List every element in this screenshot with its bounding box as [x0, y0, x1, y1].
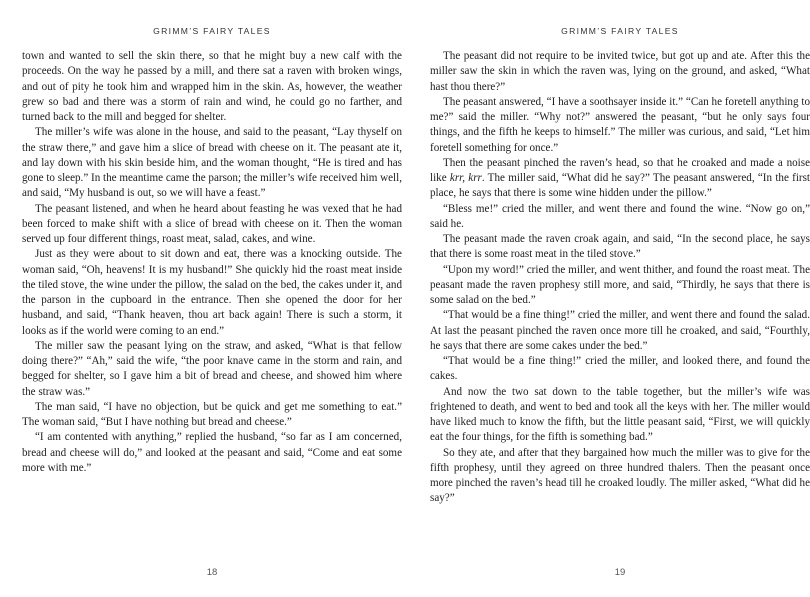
left-page — [22, 0, 402, 597]
paragraph: The miller’s wife was alone in the house, and said to the peasant, “Lay thyself on the straw there,” and gave him a slice of bread with cheese on it. The peasant ate it, and lay down with his skin beside him, and the woman thought, “He is tired and has gone to sleep.” In the meantime came the parson; the miller’s wife received him well, and said, “My husband is out, so we will have a feast.” — [22, 126, 402, 200]
page-body — [22, 49, 402, 476]
paragraph: Just as they were about to sit down and eat, there was a knocking outside. The woman said, “Oh, heavens! It is my husband!” She quickly hid the roast meat inside the tiled stove, the wine under the pillow, the salad on the bed, the cakes under it, and the parson in the cupboard in the entrance. Then she opened the door for her husband, and said, “Thank heaven, thou art back again! There is such a storm, it looks as if the world were coming to an end.” — [22, 248, 402, 337]
page-number: 19 — [614, 567, 626, 578]
paragraph: “That would be a fine thing!” cried the miller, and looked there, and found the cakes. — [430, 355, 810, 383]
paragraph: The peasant made the raven croak again, and said, “In the second place, he says that there is some roast meat in the tiled stove.” — [430, 233, 810, 261]
paragraph: So they ate, and after that they bargained how much the miller was to give for the fifth prophesy, until they agreed on three hundred thalers. Then the peasant once more pinched the raven’s head till he croaked loudly. The miller asked, “What did he say?” — [430, 446, 810, 505]
paragraph: The man said, “I have no objection, but be quick and get me something to eat.” The woman said, “But I have nothing but bread and cheese.” — [22, 400, 402, 428]
paragraph: Then the peasant pinched the raven’s head, so that he croaked and made a noise like krr, krr. The miller said, “What did he say?” The peasant answered, “In the first place, he says that there is some wine hidden under the pillow.” — [430, 156, 810, 200]
paragraph: town and wanted to sell the skin there, so that he might buy a new calf with the proceeds. On the way he passed by a mill, and there sat a raven with broken wings, and out of pity he took him and wrapped him in the skin. As, however, the weather grew so bad and there was a storm of rain and wind, he could go no farther, and turned back to the mill and begged for shelter. — [22, 50, 402, 123]
page-number: 18 — [206, 567, 218, 578]
right-page — [430, 0, 810, 597]
paragraph: “I am contented with anything,” replied the husband, “so far as I am concerned, bread and cheese will do,” and looked at the peasant and said, “Come and eat some more with me.” — [22, 431, 402, 474]
paragraph: “Bless me!” cried the miller, and went there and found the wine. “Now go on,” said he. — [430, 202, 810, 230]
paragraph: “Upon my word!” cried the miller, and went thither, and found the roast meat. The peasant made the raven prophesy still more, and said, “Thirdly, he says that there is some salad on the bed.” — [430, 263, 810, 306]
paragraph: And now the two sat down to the table together, but the miller’s wife was frightened to death, and went to bed and took all the keys with her. The miller would have liked much to know the fifth, but the little peasant said, “First, we will quickly eat the four things, for the fifth is something bad.” — [430, 385, 810, 444]
paragraph: The peasant did not require to be invited twice, but got up and ate. After this the miller saw the skin in which the raven was, lying on the ground, and asked, “What hast thou there?” — [430, 50, 810, 93]
paragraph: The peasant answered, “I have a soothsayer inside it.” “Can he foretell anything to me?” said the miller. “Why not?” answered the peasant, “but he only says four things, and the fifth he keeps to himself.” The miller was curious, and said, “Let him foretell something for once.” — [430, 95, 810, 154]
italic-sound: krr, krr — [449, 172, 482, 184]
paragraph: The miller saw the peasant lying on the straw, and asked, “What is that fellow doing there?” “Ah,” said the wife, “the poor knave came in the storm and rain, and begged for shelter, so I gave him a bit of bread and cheese, and showed him where the straw was.” — [22, 339, 402, 398]
running-head: GRIMM’S FAIRY TALES — [561, 26, 679, 36]
paragraph: The peasant listened, and when he heard about feasting he was vexed that he had been forced to make shift with a slice of bread with cheese on it. Then the woman served up four different things, roast meat, salad, cakes, and wine. — [22, 202, 402, 245]
running-head: GRIMM’S FAIRY TALES — [153, 26, 271, 36]
page-body — [430, 49, 810, 507]
paragraph: “That would be a fine thing!” cried the miller, and went there and found the salad. At last the peasant pinched the raven once more till he croaked, and said, “Fourthly, he says that there are some cakes under the bed.” — [430, 309, 810, 352]
